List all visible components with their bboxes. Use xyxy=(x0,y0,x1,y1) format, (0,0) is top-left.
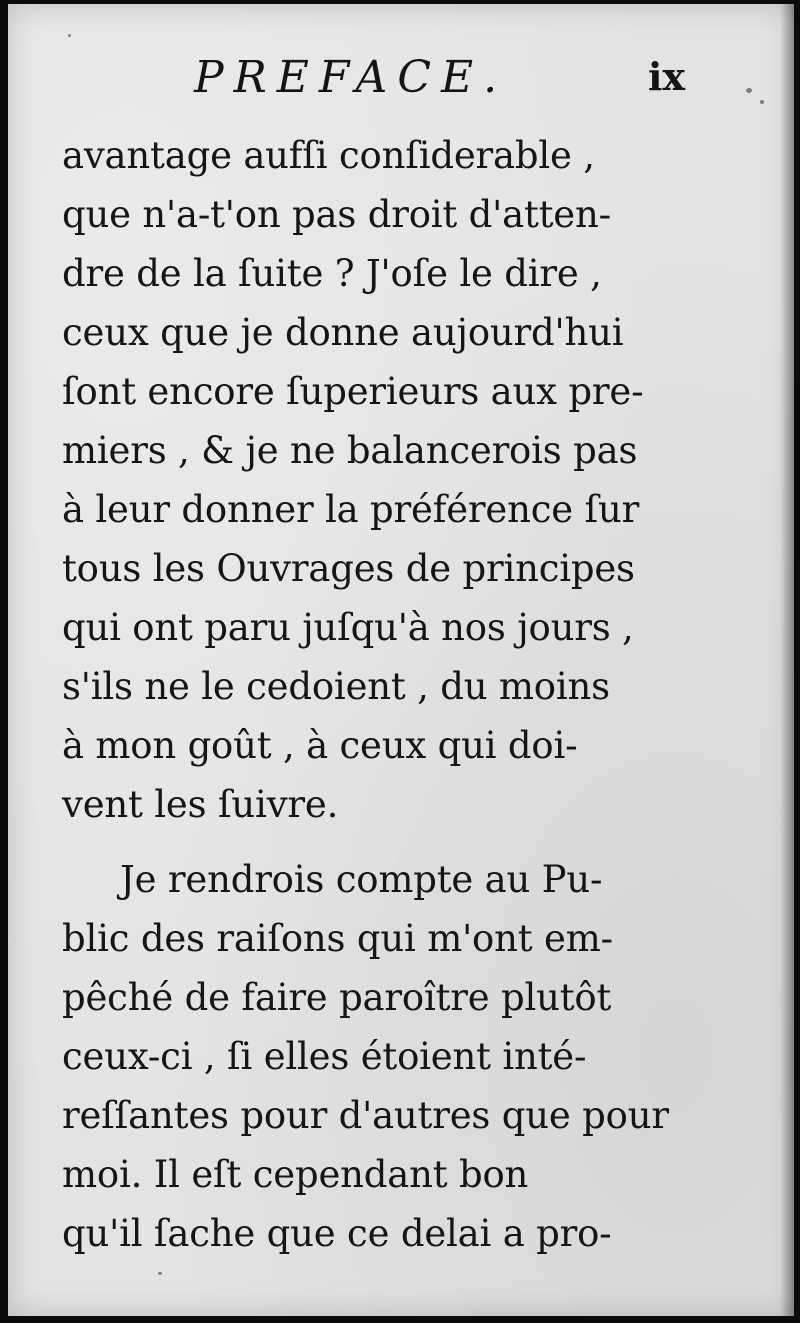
text-line: ceux-ci , ſi elles étoient inté- xyxy=(62,1035,587,1078)
text-line: ſont encore ſuperieurs aux pre- xyxy=(62,370,644,413)
text-line: reſſantes pour d'autres que pour xyxy=(62,1094,669,1137)
text-line: avantage aufſi conſiderable , xyxy=(62,134,595,177)
text-line: à mon goût , à ceux qui doi- xyxy=(62,724,578,767)
text-line: miers , & je ne balancerois pas xyxy=(62,429,638,472)
text-line: qu'il ſache que ce delai a pro- xyxy=(62,1212,612,1255)
page-header xyxy=(8,52,794,112)
text-line: dre de la ſuite ? J'oſe le dire , xyxy=(62,252,602,295)
page-number: ix xyxy=(648,54,686,99)
text-line: moi. Il eſt cependant bon xyxy=(62,1153,529,1196)
paper-speck xyxy=(68,34,71,37)
text-line: Je rendrois compte au Pu- xyxy=(120,858,603,901)
text-line: qui ont paru juſqu'à nos jours , xyxy=(62,606,634,649)
running-title: PREFACE. xyxy=(194,52,508,103)
text-line: à leur donner la préférence ſur xyxy=(62,488,640,531)
paragraph-2 xyxy=(62,850,702,1263)
page-edge-shadow xyxy=(780,4,794,1316)
text-line: blic des raiſons qui m'ont em- xyxy=(62,917,613,960)
paper-speck xyxy=(760,100,764,104)
text-line: pêché de faire paroître plutôt xyxy=(62,976,612,1019)
text-line: vent les ſuivre. xyxy=(62,783,339,826)
paragraph-1 xyxy=(62,126,702,834)
text-line: s'ils ne le cedoient , du moins xyxy=(62,665,610,708)
text-line: que n'a-t'on pas droit d'atten- xyxy=(62,193,611,236)
paper-speck xyxy=(746,88,752,93)
book-page xyxy=(8,4,794,1316)
paper-speck xyxy=(158,1272,162,1275)
text-line: ceux que je donne aujourd'hui xyxy=(62,311,624,354)
paragraph-gap xyxy=(62,834,702,850)
body-text xyxy=(62,126,702,1263)
text-line: tous les Ouvrages de principes xyxy=(62,547,635,590)
